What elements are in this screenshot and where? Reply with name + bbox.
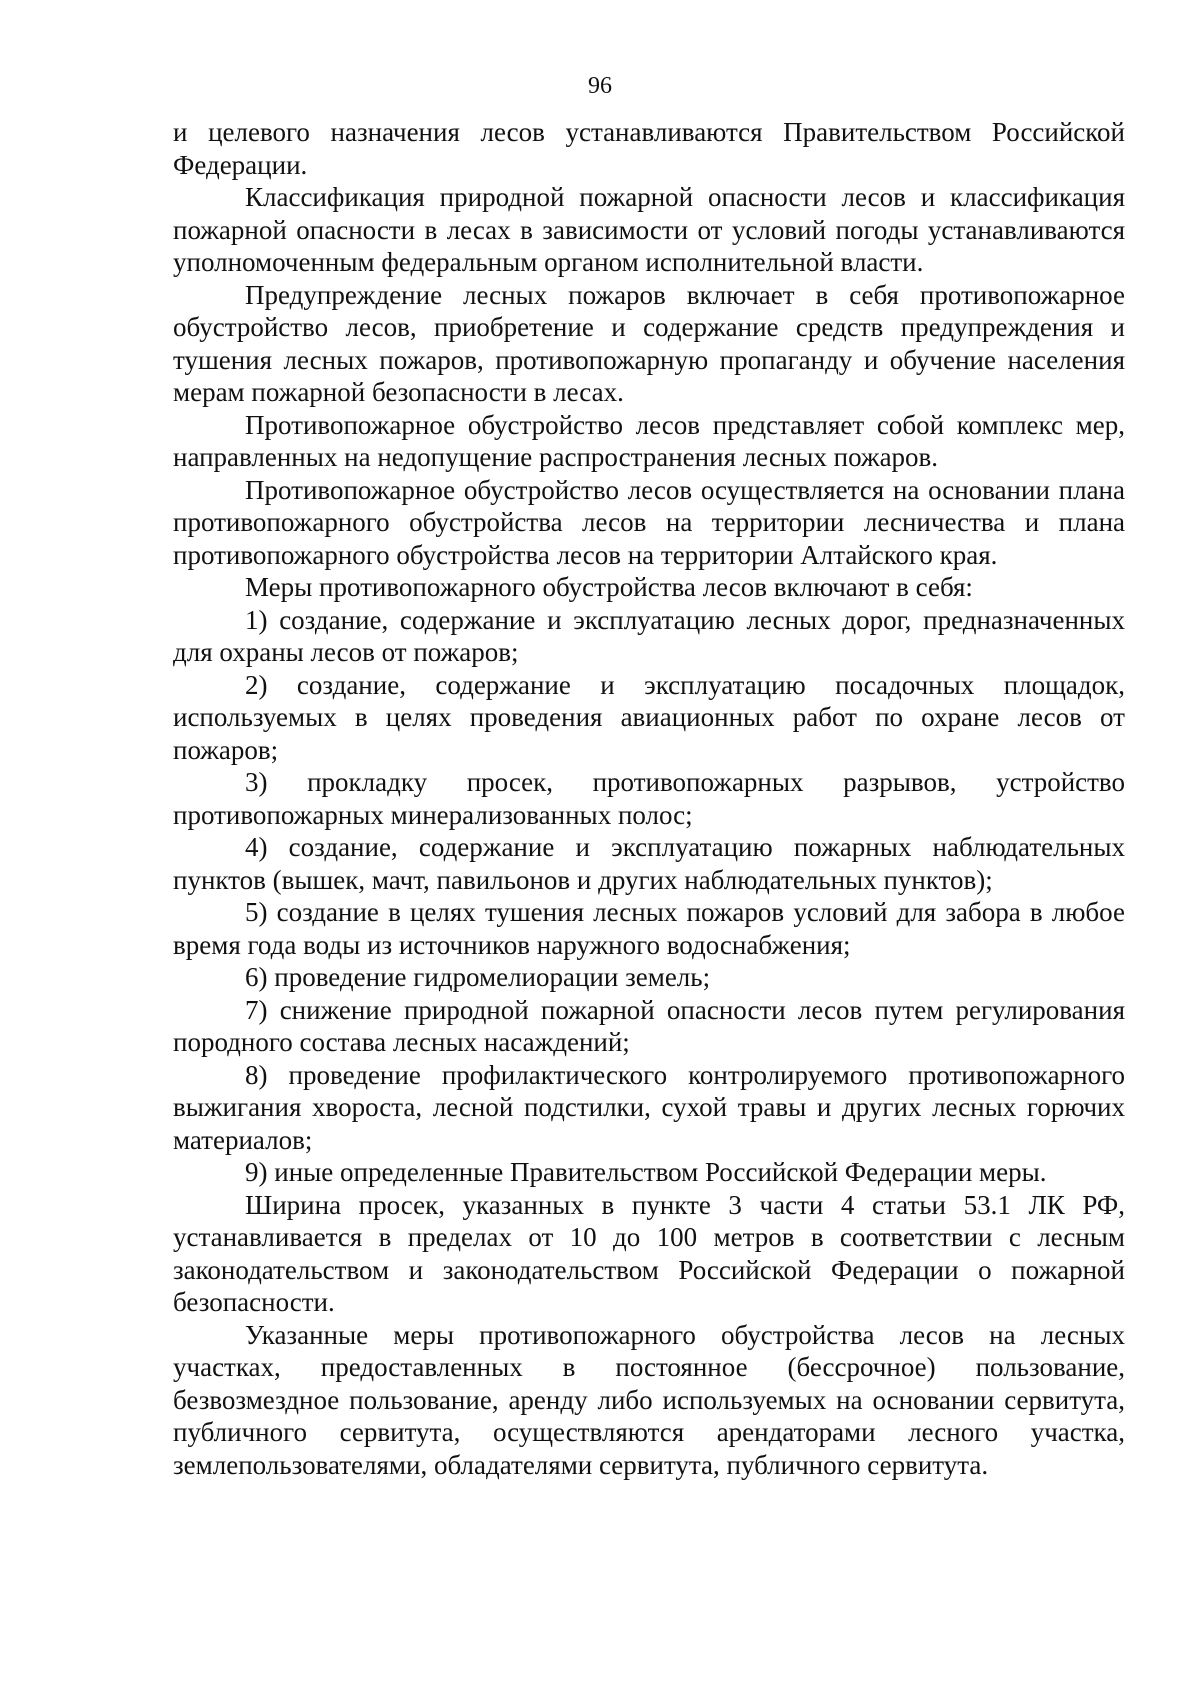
list-item-6: 6) проведение гидромелиорации земель; bbox=[245, 962, 711, 992]
paragraph-measures-intro: Меры противопожарного обустройства лесов включают в себя: bbox=[245, 572, 973, 602]
paragraph-prevention: Предупреждение лесных пожаров включает в себя противопожарное обустройство лесов, приобретение и содержание средств предупреждения и тушения лесных пожаров, противопожарную пропаганду и обучение населения мерам пожарной безопасности в лесах. bbox=[173, 279, 1125, 407]
list-item-2: 2) создание, содержание и эксплуатацию посадочных площадок, используемых в целях проведения авиационных работ по охране лесов от пожаров; bbox=[173, 669, 1125, 765]
document-body bbox=[173, 116, 1125, 1481]
paragraph-continuation: и целевого назначения лесов устанавливаются Правительством Российской Федерации. bbox=[173, 117, 1125, 180]
paragraph-arrangement-basis: Противопожарное обустройство лесов осуществляется на основании плана противопожарного обустройства лесов на территории лесничества и плана противопожарного обустройства лесов на территории Алтайского края. bbox=[173, 474, 1125, 570]
list-item-7: 7) снижение природной пожарной опасности лесов путем регулирования породного состава лесных насаждений; bbox=[173, 994, 1125, 1057]
paragraph-arrangement-definition: Противопожарное обустройство лесов представляет собой комплекс мер, направленных на недопущение распространения лесных пожаров. bbox=[173, 409, 1125, 472]
list-item-8: 8) проведение профилактического контролируемого противопожарного выжигания хвороста, лесной подстилки, сухой травы и других лесных горючих материалов; bbox=[173, 1059, 1125, 1155]
list-item-3: 3) прокладку просек, противопожарных разрывов, устройство противопожарных минерализованных полос; bbox=[173, 767, 1125, 830]
list-item-9: 9) иные определенные Правительством Российской Федерации меры. bbox=[245, 1157, 1047, 1187]
page-number: 96 bbox=[588, 73, 612, 99]
paragraph-clearing-width: Ширина просек, указанных в пункте 3 части 4 статьи 53.1 ЛК РФ, устанавливается в пределах от 10 до 100 метров в соответствии с лесным законодательством и законодательством Российской Федерации о пожарной безопасности. bbox=[173, 1189, 1125, 1317]
list-item-5: 5) создание в целях тушения лесных пожаров условий для забора в любое время года воды из источников наружного водоснабжения; bbox=[173, 897, 1125, 960]
paragraph-classification: Классификация природной пожарной опасности лесов и классификация пожарной опасности в лесах в зависимости от условий погоды устанавливаются уполномоченным федеральным органом исполнительной власти. bbox=[173, 182, 1125, 277]
list-item-4: 4) создание, содержание и эксплуатацию пожарных наблюдательных пунктов (вышек, мачт, павильонов и других наблюдательных пунктов); bbox=[173, 832, 1125, 895]
paragraph-responsible-parties: Указанные меры противопожарного обустройства лесов на лесных участках, предоставленных в постоянное (бессрочное) пользование, безвозмездное пользование, аренду либо используемых на основании сервитута, публичного сервитута, осуществляются арендаторами лесного участка, землепользователями, обладателями сервитута, публичного сервитута. bbox=[173, 1319, 1125, 1480]
list-item-1: 1) создание, содержание и эксплуатацию лесных дорог, предназначенных для охраны лесов от пожаров; bbox=[173, 604, 1125, 667]
